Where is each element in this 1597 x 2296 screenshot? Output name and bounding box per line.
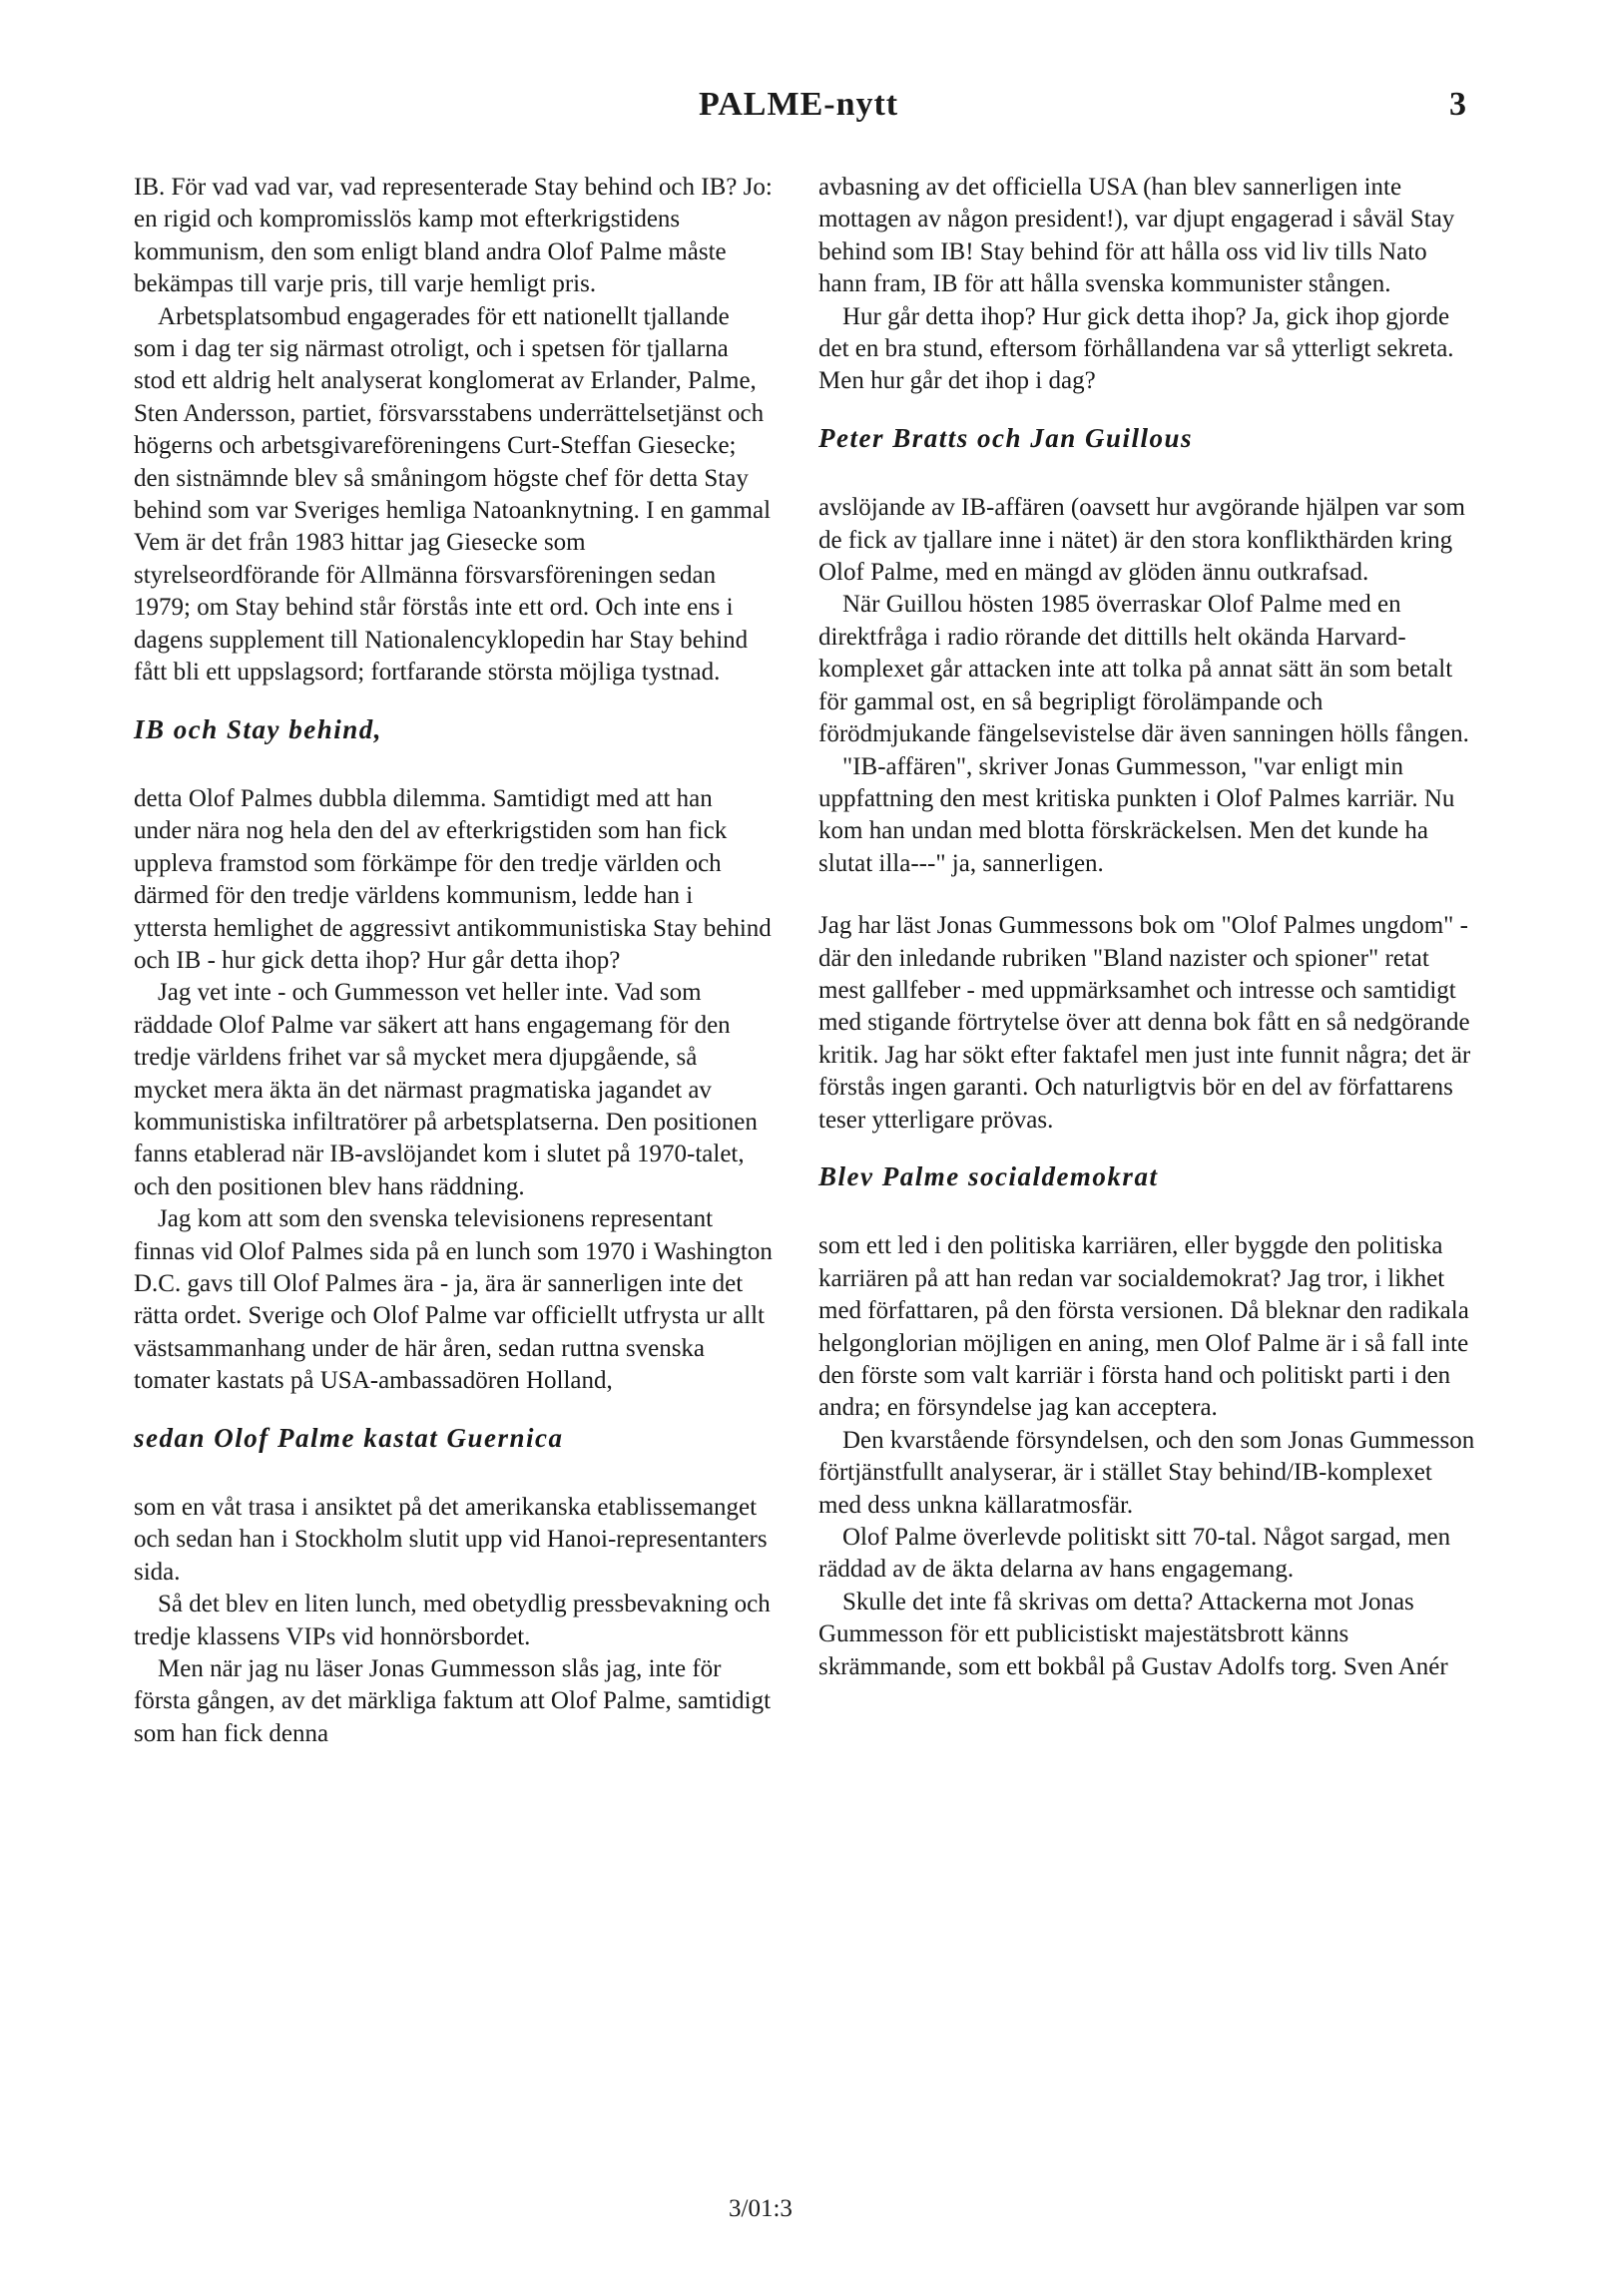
paragraph: detta Olof Palmes dubbla dilemma. Samtidigt med att han under nära nog hela den del av efterkrigstiden som han fick uppleva framstod som förkämpe för den tredje världen och därmed för den tredje världens kommunism, ledde han i yttersta hemlighet de aggressivt antikommunistiska Stay behind och IB - hur gick detta ihop? Hur går detta ihop? — [134, 784, 772, 974]
paragraph: Men när jag nu läser Jonas Gummesson slås jag, inte för första gången, av det märkliga faktum att Olof Palme, samtidigt som han fick denna — [134, 1655, 772, 1747]
subheading: Peter Bratts och Jan Guillous — [818, 422, 1194, 453]
paragraph: "IB-affären", skriver Jonas Gummesson, "var enligt min uppfattning den mest kritiska punkten i Olof Palmes karriär. Nu kom han undan med blotta förskräckelsen. Men det kunde ha slutat illa---" ja, sannerligen. — [818, 752, 1455, 877]
page-title: PALME-nytt — [699, 86, 899, 123]
paragraph: Jag har läst Jonas Gummessons bok om "Olof Palmes ungdom" - där den inledande rubriken "Bland nazister och spioner" retat mest gallfeber - med uppmärksamhet och intresse och samtidigt med stigande förtrytelse över att denna bok fått en så nedgörande kritik. Jag har sökt efter faktafel men just inte funnit några; det är förstås ingen garanti. Och naturligtvis bör en del av författarens teser ytterligare prövas. — [818, 912, 1471, 1134]
page-footer: 3/01:3 — [729, 2195, 793, 2222]
paragraph: avbasning av det officiella USA (han blev sannerligen inte mottagen av någon president!), var djupt engagerad i såväl Stay behind som IB! Stay behind för att hålla oss vid liv tills Nato hann fram, IB för att hålla svenska kommunister stången. — [818, 174, 1455, 298]
paragraph: Så det blev en liten lunch, med obetydlig pressbevakning och tredje klassens VIPs vid honnörsbordet. — [134, 1591, 771, 1650]
paragraph: som en våt trasa i ansiktet på det amerikanska etablissemanget och sedan han i Stockholm slutit upp vid Hanoi-representanters sida. — [134, 1494, 768, 1586]
page-number: 3 — [1449, 86, 1466, 123]
subheading: Blev Palme socialdemokrat — [818, 1160, 1159, 1191]
paragraph-gap — [818, 880, 1477, 910]
paragraph: Jag kom att som den svenska televisionens representant finnas vid Olof Palmes sida på en lunch som 1970 i Washington D.C. gavs till Olof Palmes ära - ja, ära är sannerligen inte det rätta ordet. Sverige och Olof Palme var officiellt utfrysta ur allt västsammanhang under de här åren, sedan ruttna svenska tomater kastats på USA-ambassadören Holland, — [134, 1205, 773, 1395]
paragraph: avslöjande av IB-affären (oavsett hur avgörande hjälpen var som de fick av tjallare inne i nätet) är den stora konflikthärden kring Olof Palme, med en mängd av glöden ännu outkrafsad. — [818, 494, 1465, 587]
subheading: IB och Stay behind, — [134, 713, 383, 744]
paragraph: som ett led i den politiska karriären, eller byggde den politiska karriären på att han redan var socialdemokrat? Jag tror, i likhet med författaren, på den första versionen. Då bleknar den radikala helgonglorian möjligen en aning, men Olof Palme är i så fall inte den förste som valt karriär i första hand och politiskt parti i den andra; en försyndelse jag kan acceptera. — [818, 1232, 1469, 1422]
left-column — [134, 172, 773, 1750]
subheading: sedan Olof Palme kastat Guernica — [134, 1422, 564, 1453]
right-column — [818, 172, 1477, 1683]
paragraph: Den kvarstående försyndelsen, och den som Jonas Gummesson förtjänstfullt analyserar, är i stället Stay behind/IB-komplexet med dess unkna källaratmosfär. — [818, 1426, 1475, 1519]
paragraph: Olof Palme överlevde politiskt sitt 70-tal. Något sargad, men räddad av de äkta delarna av hans engagemang. — [818, 1524, 1451, 1584]
paragraph: När Guillou hösten 1985 överraskar Olof Palme med en direktfråga i radio rörande det dittills helt okända Harvard-komplexet går attacken inte att tolka på annat sätt än som betalt för gammal ost, en så begripligt förolämpande och förödmjukande fängelsevistelse där även sanningen hölls fången. — [818, 591, 1469, 748]
paragraph: Skulle det inte få skrivas om detta? Attackerna mot Jonas Gummesson för ett publicistiskt majestätsbrott känns skrämmande, som ett bokbål på Gustav Adolfs torg. Sven Anér — [818, 1588, 1448, 1680]
paragraph: Hur går detta ihop? Hur gick detta ihop? Ja, gick ihop gjorde det en bra stund, eftersom förhållandena var så ytterligt sekreta. Men hur går det ihop i dag? — [818, 302, 1454, 395]
paragraph: Jag vet inte - och Gummesson vet heller inte. Vad som räddade Olof Palme var säkert att hans engagemang för den tredje världens frihet var så mycket mera djupgående, så mycket mera äkta än det närmast pragmatiska jagandet av kommunistiska infiltratörer på arbetsplatserna. Den positionen fanns etablerad när IB-avslöjandet kom i slutet på 1970-talet, och den positionen blev hans räddning. — [134, 979, 758, 1200]
paragraph: Arbetsplatsombud engagerades för ett nationellt tjallande som i dag ter sig närmast otroligt, och i spetsen för tjallarna stod ett aldrig helt analyserat konglomerat av Erlander, Palme, Sten Andersson, partiet, försvarsstabens underrättelsetjänst och högerns och arbetsgivareföreningens Curt-Steffan Giesecke; den sistnämnde blev så småningom högste chef för detta Stay behind som var Sveriges hemliga Natoanknytning. I en gammal Vem är det från 1983 hittar jag Giesecke som styrelseordförande för Allmänna försvarsföreningen sedan 1979; om Stay behind står förstås inte ett ord. Och inte ens i dagens supplement till Nationalencyklopedin har Stay behind fått bli ett uppslagsord; fortfarande största möjliga tystnad. — [134, 302, 772, 687]
paragraph: IB. För vad vad var, vad representerade Stay behind och IB? Jo: en rigid och kompromisslös kamp mot efterkrigstidens kommunism, den som enligt bland andra Olof Palme måste bekämpas till varje pris, till varje hemligt pris. — [134, 174, 773, 298]
